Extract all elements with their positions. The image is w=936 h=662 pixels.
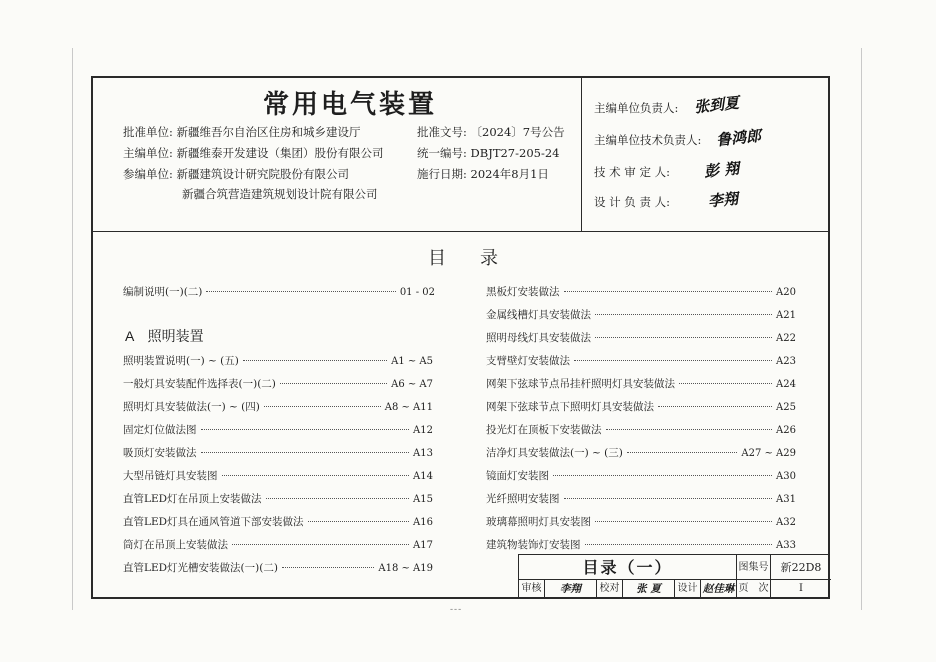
toc-item-page: A17 [413, 540, 433, 551]
toc-item[interactable] [486, 353, 796, 369]
responsible-persons-panel [582, 78, 828, 231]
toc-item-page: A22 [776, 333, 796, 344]
toc-leader-dots [595, 314, 772, 315]
toc-item[interactable] [486, 491, 796, 507]
scan-edge-right [861, 48, 862, 610]
toc-item-title: 照明装置说明(一) ~ (五) [123, 355, 239, 367]
toc-item-title: 直管LED灯光槽安装做法(一)(二) [123, 562, 278, 574]
toc-item-title: 筒灯在吊顶上安装做法 [123, 539, 228, 551]
toc-item-page: A16 [413, 517, 433, 528]
header-divider [93, 231, 828, 232]
toc-leader-dots [280, 383, 387, 384]
title-block [518, 554, 830, 599]
toc-item-title: 金属线槽灯具安装做法 [486, 309, 591, 321]
approval-unit-label: 批准单位: [123, 125, 173, 139]
role-label: 主编单位负责人: [594, 101, 679, 115]
effective-date-label: 施行日期: [417, 167, 467, 181]
role-label: 技 术 审 定 人: [594, 165, 670, 179]
toc-item[interactable] [123, 468, 433, 484]
toc-leader-dots [232, 544, 409, 545]
role-chief-unit-head [594, 100, 678, 116]
participating-units-label: 参编单位: [123, 167, 173, 181]
role-chief-unit-tech-head [594, 132, 701, 148]
toc-item-page: A8 ~ A11 [384, 402, 433, 413]
unified-number-label: 统一编号: [417, 146, 467, 160]
toc-leader-dots [308, 521, 409, 522]
toc-item-page: A24 [776, 379, 796, 390]
page-label: 页 次 [737, 580, 771, 598]
toc-item[interactable] [486, 514, 796, 530]
page-number: I [799, 583, 803, 594]
toc-item-page: A14 [413, 471, 433, 482]
toc-item-title: 玻璃幕照明灯具安装图 [486, 516, 591, 528]
review-signature: 李翔 [545, 580, 597, 598]
toc-item-page: A23 [776, 356, 796, 367]
toc-item-page: A20 [776, 287, 796, 298]
chief-editor-unit-value: 新疆维泰开发建设（集团）股份有限公司 [176, 146, 384, 160]
toc-leader-dots [595, 337, 772, 338]
toc-item-title: 网架下弦球节点下照明灯具安装做法 [486, 401, 654, 413]
scan-edge-left [72, 48, 73, 610]
signature-chief-unit-tech-head: 鲁鸿郎 [715, 126, 762, 150]
participating-unit-1: 新疆建筑设计研究院股份有限公司 [176, 167, 350, 181]
toc-item[interactable] [123, 422, 433, 438]
toc-item-page: A18 ~ A19 [378, 563, 433, 574]
role-label: 主编单位技术负责人: [594, 133, 702, 147]
atlas-number: 新22D8 [771, 555, 831, 580]
effective-date-value: 2024年8月1日 [470, 167, 549, 181]
signature-design-lead: 李翔 [707, 189, 739, 211]
participating-units [123, 166, 349, 182]
toc-item-title: 固定灯位做法图 [123, 424, 197, 436]
atlas-number-label: 图集号 [737, 555, 771, 580]
toc-item[interactable] [123, 537, 433, 553]
toc-leader-dots [606, 429, 773, 430]
drawing-title: 目录（一） [519, 555, 737, 580]
role-technical-approver [594, 164, 670, 180]
toc-item[interactable] [486, 399, 796, 415]
toc-leader-dots [574, 360, 772, 361]
toc-item[interactable] [486, 284, 796, 300]
toc-item-title: 投光灯在顶板下安装做法 [486, 424, 602, 436]
toc-item-title: 一般灯具安装配件选择表(一)(二) [123, 378, 276, 390]
toc-item[interactable] [486, 445, 796, 461]
toc-leader-dots [282, 567, 374, 568]
toc-item-page: A15 [413, 494, 433, 505]
toc-leader-dots [266, 498, 409, 499]
approval-doc-label: 批准文号: [417, 125, 467, 139]
atlas-title: 常用电气装置 [263, 90, 438, 120]
toc-leader-dots [585, 544, 773, 545]
toc-item-title: 洁净灯具安装做法(一) ~ (三) [486, 447, 623, 459]
approval-doc-value: 〔2024〕7号公告 [470, 125, 565, 139]
toc-item-page: A12 [413, 425, 433, 436]
check-signature: 张 夏 [623, 580, 675, 598]
role-design-lead [594, 194, 670, 210]
toc-item-title: 大型吊链灯具安装图 [123, 470, 218, 482]
toc-leader-dots [679, 383, 772, 384]
toc-item-title: 编制说明(一)(二) [123, 286, 203, 298]
design-signature: 赵佳琳 [701, 580, 737, 598]
toc-item-page: A32 [776, 517, 796, 528]
toc-item-title: 支臂壁灯安装做法 [486, 355, 570, 367]
toc-item[interactable] [486, 537, 796, 553]
toc-item-page: A26 [776, 425, 796, 436]
toc-item-page: 01 - 02 [399, 287, 435, 298]
toc-item[interactable] [486, 330, 796, 346]
toc-item-title: 黑板灯安装做法 [486, 286, 560, 298]
toc-leader-dots [564, 498, 773, 499]
toc-item-title: 直管LED灯具在通风管道下部安装做法 [123, 516, 304, 528]
toc-item-page: A25 [776, 402, 796, 413]
signature-chief-unit-head: 张到夏 [693, 93, 740, 117]
toc-item[interactable] [123, 514, 433, 530]
toc-leader-dots [222, 475, 410, 476]
scan-mark: --- [450, 605, 463, 615]
toc-item-title: 照明母线灯具安装做法 [486, 332, 591, 344]
toc-leader-dots [264, 406, 381, 407]
toc-item[interactable] [123, 491, 433, 507]
toc-leader-dots [658, 406, 772, 407]
toc-item-title: 建筑物装饰灯安装图 [486, 539, 581, 551]
toc-item-title: 吸顶灯安装做法 [123, 447, 197, 459]
approval-doc [417, 124, 565, 140]
check-label: 校对 [597, 580, 623, 598]
toc-item[interactable] [486, 422, 796, 438]
toc-item[interactable] [123, 560, 433, 576]
role-label: 设 计 负 责 人: [594, 195, 670, 209]
effective-date [417, 166, 549, 182]
toc-leader-dots [206, 291, 395, 292]
toc-item-page: A21 [776, 310, 796, 321]
toc-item[interactable] [123, 445, 433, 461]
toc-leader-dots [627, 452, 738, 453]
toc-item-title: 镜面灯安装图 [486, 470, 549, 482]
design-label: 设计 [675, 580, 701, 598]
toc-item[interactable] [486, 307, 796, 323]
review-label: 审核 [519, 580, 545, 598]
toc-leader-dots [564, 291, 773, 292]
toc-item[interactable] [123, 399, 433, 415]
toc-item-page: A31 [776, 494, 796, 505]
toc-title: 目录 [428, 248, 532, 269]
toc-leader-dots [553, 475, 772, 476]
toc-item-page: A27 ~ A29 [741, 448, 796, 459]
toc-item-title: 直管LED灯在吊顶上安装做法 [123, 493, 262, 505]
toc-item-page: A30 [776, 471, 796, 482]
toc-item-page: A33 [776, 540, 796, 551]
chief-editor-unit [123, 145, 384, 161]
toc-item-page: A13 [413, 448, 433, 459]
toc-item-title: 网架下弦球节点吊挂杆照明灯具安装做法 [486, 378, 675, 390]
approval-unit-value: 新疆维吾尔自治区住房和城乡建设厅 [176, 125, 361, 139]
toc-item[interactable] [123, 376, 433, 392]
toc-item[interactable] [486, 468, 796, 484]
toc-intro[interactable] [123, 284, 435, 300]
toc-leader-dots [201, 452, 410, 453]
toc-item-title: 照明灯具安装做法(一) ~ (四) [123, 401, 260, 413]
toc-leader-dots [201, 429, 410, 430]
toc-item-page: A1 ~ A5 [391, 356, 433, 367]
unified-number [417, 145, 559, 161]
section-a-heading: A 照明装置 [125, 328, 204, 344]
approval-unit [123, 124, 361, 140]
toc-item-page: A6 ~ A7 [391, 379, 433, 390]
atlas-info-panel [93, 78, 582, 231]
drawing-frame [91, 76, 830, 599]
toc-item[interactable] [123, 353, 433, 369]
participating-unit-2: 新疆合筑营造建筑规划设计院有限公司 [182, 187, 378, 201]
signature-technical-approver: 彭 翔 [703, 159, 741, 181]
toc-leader-dots [243, 360, 387, 361]
unified-number-value: DBJT27-205-24 [470, 146, 560, 160]
chief-editor-unit-label: 主编单位: [123, 146, 173, 160]
toc-item-title: 光纤照明安装图 [486, 493, 560, 505]
toc-item[interactable] [486, 376, 796, 392]
toc-leader-dots [595, 521, 772, 522]
